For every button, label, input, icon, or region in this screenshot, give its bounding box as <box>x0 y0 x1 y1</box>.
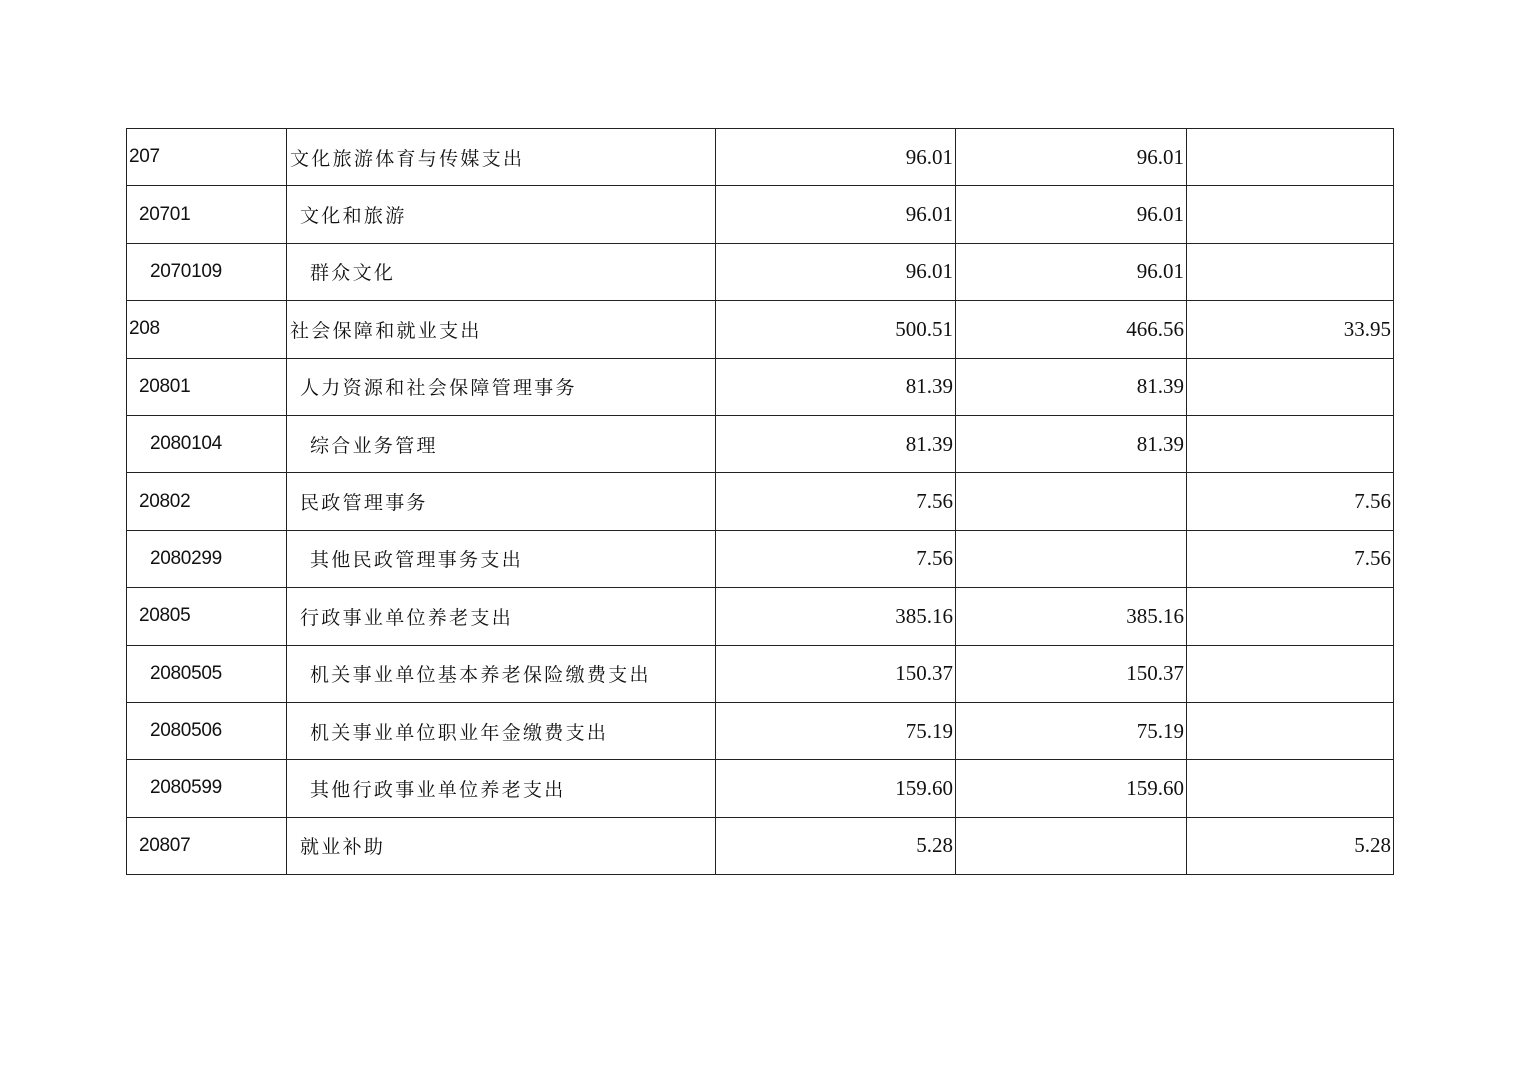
project-expenditure-cell <box>1187 129 1394 186</box>
subject-name-cell: 文化旅游体育与传媒支出 <box>287 129 716 186</box>
basic-expenditure-cell <box>956 473 1187 530</box>
subject-code-cell: 20802 <box>127 473 287 530</box>
project-expenditure-cell <box>1187 760 1394 817</box>
project-expenditure-cell <box>1187 415 1394 472</box>
basic-expenditure-cell: 385.16 <box>956 588 1187 645</box>
subject-code-cell: 2080506 <box>127 702 287 759</box>
total-amount-cell: 81.39 <box>716 358 956 415</box>
subject-code-cell: 20805 <box>127 588 287 645</box>
subject-name-cell: 群众文化 <box>287 243 716 300</box>
subject-code-cell: 2070109 <box>127 243 287 300</box>
project-expenditure-cell: 33.95 <box>1187 301 1394 358</box>
table-row <box>127 129 1394 186</box>
total-amount-cell: 7.56 <box>716 473 956 530</box>
table-row <box>127 301 1394 358</box>
subject-name-cell: 就业补助 <box>287 817 716 874</box>
subject-name-cell: 机关事业单位职业年金缴费支出 <box>287 702 716 759</box>
basic-expenditure-cell: 81.39 <box>956 415 1187 472</box>
subject-code-cell: 20701 <box>127 186 287 243</box>
table-row <box>127 702 1394 759</box>
total-amount-cell: 385.16 <box>716 588 956 645</box>
subject-name-cell: 机关事业单位基本养老保险缴费支出 <box>287 645 716 702</box>
total-amount-cell: 96.01 <box>716 186 956 243</box>
subject-name-cell: 文化和旅游 <box>287 186 716 243</box>
subject-name-cell: 其他行政事业单位养老支出 <box>287 760 716 817</box>
basic-expenditure-cell <box>956 817 1187 874</box>
basic-expenditure-cell: 150.37 <box>956 645 1187 702</box>
total-amount-cell: 96.01 <box>716 243 956 300</box>
subject-code-cell: 20801 <box>127 358 287 415</box>
expenditure-table <box>126 128 1394 875</box>
table-row <box>127 588 1394 645</box>
project-expenditure-cell: 7.56 <box>1187 473 1394 530</box>
table-row <box>127 415 1394 472</box>
subject-code-cell: 2080299 <box>127 530 287 587</box>
total-amount-cell: 159.60 <box>716 760 956 817</box>
total-amount-cell: 75.19 <box>716 702 956 759</box>
subject-code-cell: 207 <box>127 129 287 186</box>
basic-expenditure-cell: 96.01 <box>956 129 1187 186</box>
project-expenditure-cell <box>1187 702 1394 759</box>
total-amount-cell: 96.01 <box>716 129 956 186</box>
basic-expenditure-cell: 75.19 <box>956 702 1187 759</box>
basic-expenditure-cell: 81.39 <box>956 358 1187 415</box>
table-row <box>127 760 1394 817</box>
table-row <box>127 645 1394 702</box>
subject-name-cell: 其他民政管理事务支出 <box>287 530 716 587</box>
project-expenditure-cell: 5.28 <box>1187 817 1394 874</box>
total-amount-cell: 150.37 <box>716 645 956 702</box>
table-row <box>127 530 1394 587</box>
basic-expenditure-cell <box>956 530 1187 587</box>
basic-expenditure-cell: 159.60 <box>956 760 1187 817</box>
subject-code-cell: 208 <box>127 301 287 358</box>
expenditure-table-body <box>127 129 1394 875</box>
project-expenditure-cell <box>1187 358 1394 415</box>
subject-name-cell: 民政管理事务 <box>287 473 716 530</box>
table-row <box>127 186 1394 243</box>
subject-name-cell: 社会保障和就业支出 <box>287 301 716 358</box>
project-expenditure-cell <box>1187 645 1394 702</box>
subject-code-cell: 20807 <box>127 817 287 874</box>
project-expenditure-cell <box>1187 243 1394 300</box>
total-amount-cell: 500.51 <box>716 301 956 358</box>
subject-name-cell: 行政事业单位养老支出 <box>287 588 716 645</box>
subject-name-cell: 人力资源和社会保障管理事务 <box>287 358 716 415</box>
total-amount-cell: 81.39 <box>716 415 956 472</box>
table-row <box>127 358 1394 415</box>
total-amount-cell: 7.56 <box>716 530 956 587</box>
table-row <box>127 817 1394 874</box>
basic-expenditure-cell: 466.56 <box>956 301 1187 358</box>
table-row <box>127 473 1394 530</box>
table-row <box>127 243 1394 300</box>
project-expenditure-cell <box>1187 588 1394 645</box>
total-amount-cell: 5.28 <box>716 817 956 874</box>
subject-name-cell: 综合业务管理 <box>287 415 716 472</box>
subject-code-cell: 2080505 <box>127 645 287 702</box>
project-expenditure-cell: 7.56 <box>1187 530 1394 587</box>
basic-expenditure-cell: 96.01 <box>956 243 1187 300</box>
project-expenditure-cell <box>1187 186 1394 243</box>
subject-code-cell: 2080599 <box>127 760 287 817</box>
subject-code-cell: 2080104 <box>127 415 287 472</box>
basic-expenditure-cell: 96.01 <box>956 186 1187 243</box>
